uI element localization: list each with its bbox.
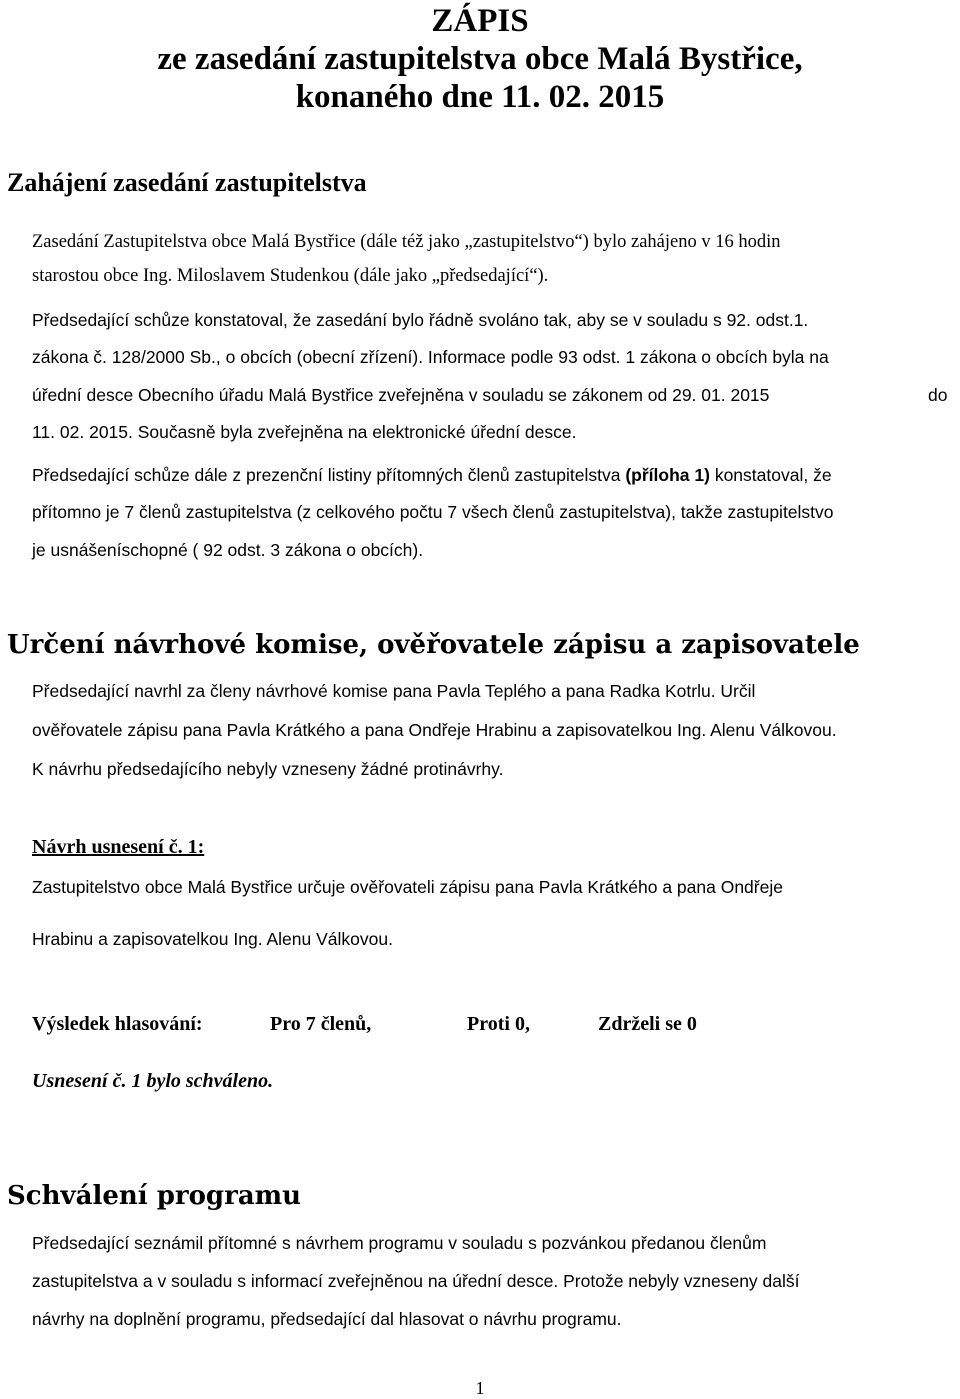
s1-line-6: 11. 02. 2015. Současně byla zveřejněna na elektronické úřední desce. xyxy=(32,422,577,442)
vote-zdrzeli: Zdrželi se 0 xyxy=(598,1013,697,1035)
s1-line-7 xyxy=(32,463,832,487)
s2-line-3: K návrhu předsedajícího nebyly vzneseny žádné protinávrhy. xyxy=(32,759,504,779)
section-heading-committee: Určení návrhové komise, ověřovatele zápisu a zapisovatele xyxy=(7,630,860,660)
attachment-reference: (příloha 1) xyxy=(625,465,710,485)
s1-line-5-do: do xyxy=(928,385,948,405)
page-number: 1 xyxy=(475,1378,485,1398)
s1-line-5: úřední desce Obecního úřadu Malá Bystřice zveřejněna v souladu se zákonem od 29. 01. 2015 xyxy=(32,385,770,405)
s1-line-4: zákona č. 128/2000 Sb., o obcích (obecní zřízení). Informace podle 93 odst. 1 zákona o obcích byla na xyxy=(32,347,829,367)
proposal-line-1: Zastupitelstvo obce Malá Bystřice určuje ověřovateli zápisu pana Pavla Krátkého a pana Ondřeje xyxy=(32,877,783,897)
title-line-3: konaného dne 11. 02. 2015 xyxy=(295,79,665,115)
s1-line-2: starostou obce Ing. Miloslavem Studenkou (dále jako „předsedající“). xyxy=(32,266,549,286)
s1-line-3: Předsedající schůze konstatoval, že zasedání bylo řádně svoláno tak, aby se v souladu s 92. odst.1. xyxy=(32,310,809,330)
title-line-1: ZÁPIS xyxy=(431,3,529,39)
section-heading-opening: Zahájení zasedání zastupitelstva xyxy=(7,168,367,197)
s3-line-3: návrhy na doplnění programu, předsedající dal hlasovat o návrhu programu. xyxy=(32,1309,622,1329)
proposal-line-2: Hrabinu a zapisovatelkou Ing. Alenu Válkovou. xyxy=(32,929,393,949)
s1-line-8: přítomno je 7 členů zastupitelstva (z celkového počtu 7 všech členů zastupitelstva), takže zastupitelstvo xyxy=(32,502,834,522)
document-title xyxy=(0,2,960,116)
s1-line-1: Zasedání Zastupitelstva obce Malá Bystřice (dále též jako „zastupitelstvo“) bylo zahájeno v 16 hodin xyxy=(32,232,781,252)
s1-line-7-text: Předsedající schůze dále z prezenční listiny přítomných členů zastupitelstva (příloha 1) konstatoval, že xyxy=(32,465,832,485)
s2-line-2: ověřovatele zápisu pana Pavla Krátkého a pana Ondřeje Hrabinu a zapisovatelkou Ing. Alenu Válkovou. xyxy=(32,720,837,740)
s1-line-9: je usnášeníschopné ( 92 odst. 3 zákona o obcích). xyxy=(32,540,424,560)
vote-pro: Pro 7 členů, xyxy=(270,1013,372,1035)
title-line-2: ze zasedání zastupitelstva obce Malá Bystřice, xyxy=(157,41,803,77)
proposal-heading: Návrh usnesení č. 1: xyxy=(32,836,205,858)
vote-proti: Proti 0, xyxy=(467,1013,530,1035)
s3-line-1: Předsedající seznámil přítomné s návrhem programu v souladu s pozvánkou předanou členům xyxy=(32,1233,767,1253)
resolution-result: Usnesení č. 1 bylo schváleno. xyxy=(32,1070,274,1092)
section-heading-program: Schválení programu xyxy=(7,1181,302,1211)
vote-label: Výsledek hlasování: xyxy=(32,1013,203,1035)
s3-line-2: zastupitelstva a v souladu s informací zveřejněnou na úřední desce. Protože nebyly vzneseny další xyxy=(32,1271,800,1291)
s2-line-1: Předsedající navrhl za členy návrhové komise pana Pavla Teplého a pana Radka Kotrlu. Určil xyxy=(32,681,756,701)
vote-result-row xyxy=(0,1013,960,1039)
